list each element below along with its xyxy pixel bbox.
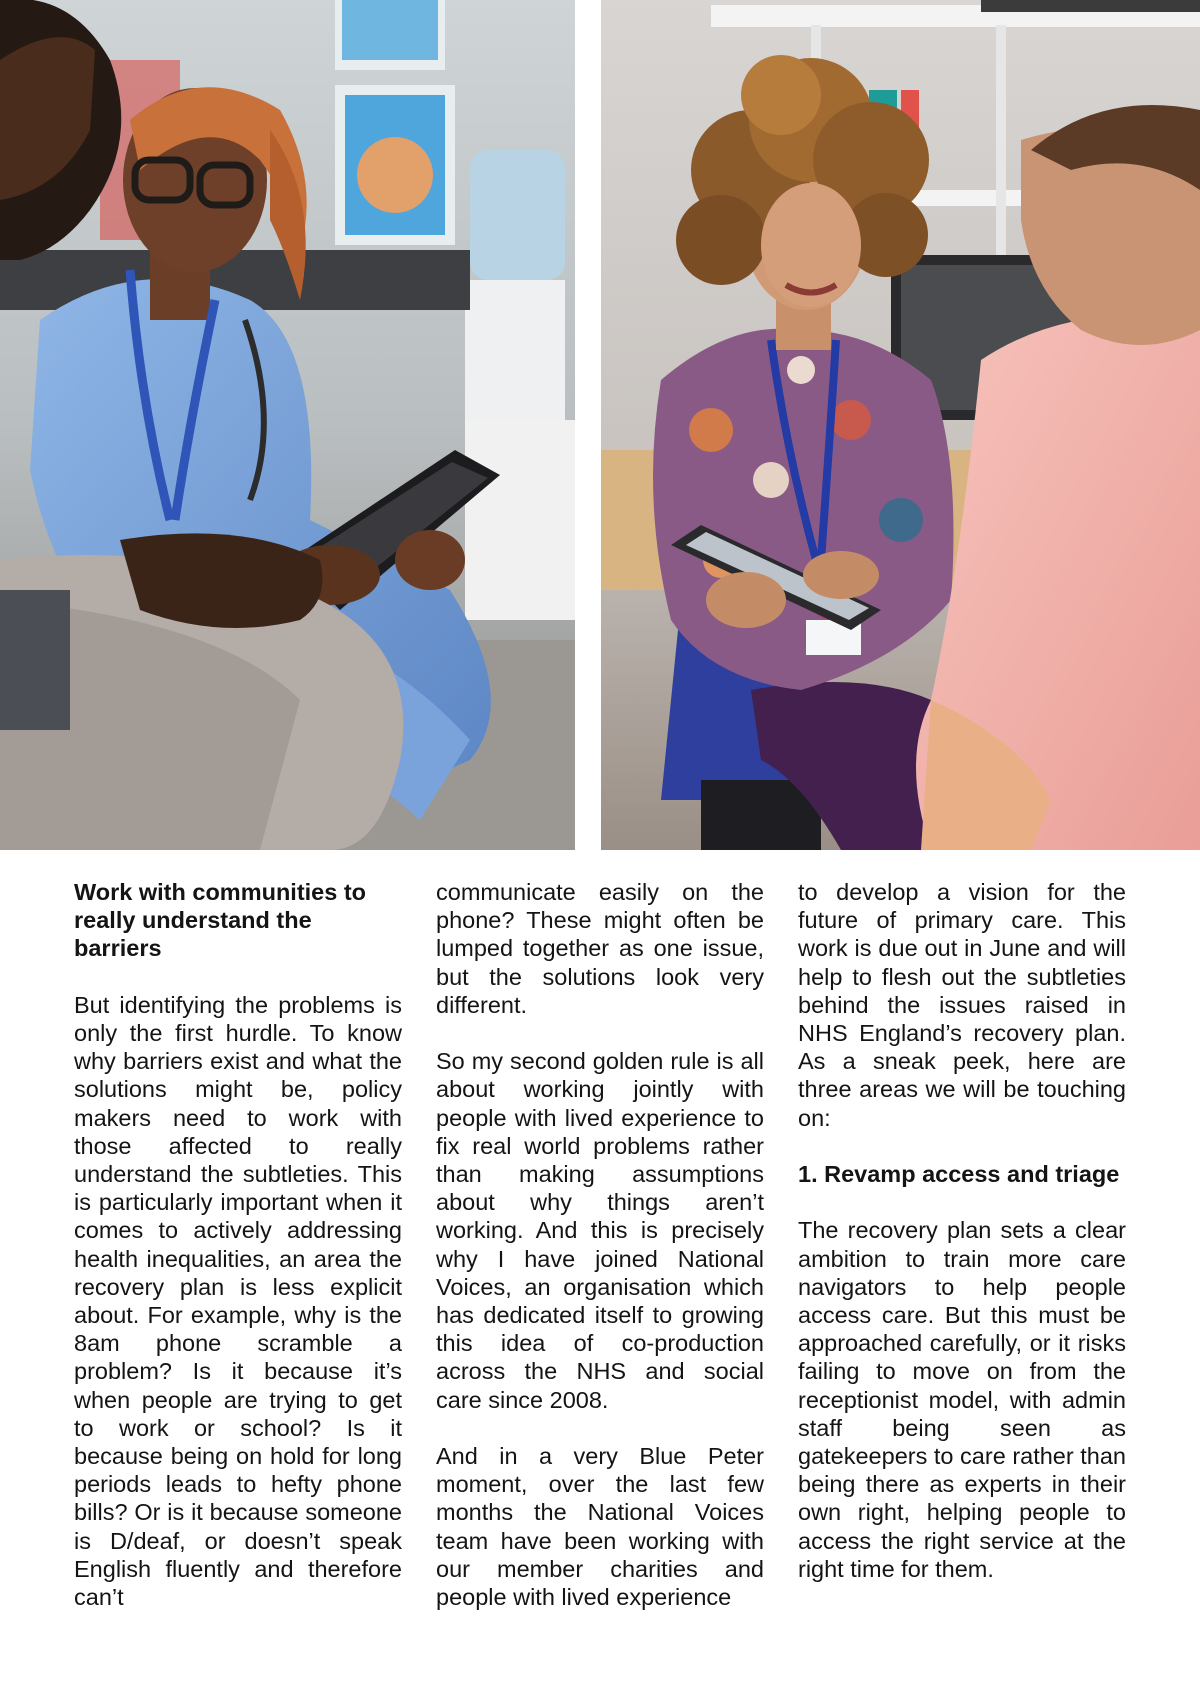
section-heading-barriers: Work with communities to really understand the barriers (74, 879, 367, 962)
paragraph-blue-peter-moment-continued: to develop a vision for the future of primary care. This work is due out in June and will help to flesh out the subtleties behind the issues raised in NHS England’s recovery plan. As a sneak peek, here are three areas we will be touching on: (798, 879, 1126, 1131)
photo-woman-showing-tablet (601, 0, 1200, 850)
paragraph-recovery-plan-ambition: The recovery plan sets a clear ambition to train more care navigators to help people access care. But this must be approached carefully, or it risks failing to move on from the receptionist model, with admin staff being seen as gatekeepers to care rather than being there as experts in their own right, helping people to access the right service at the right time for them. (798, 1217, 1126, 1582)
photo-consultation-illustration (601, 0, 1200, 850)
photo-clinician-with-tablet (0, 0, 575, 850)
paragraph-second-golden-rule: So my second golden rule is all about working jointly with people with lived experience to fix real world problems rather than making assumptions about why things aren’t working. And this is precisely why I have joined National Voices, an organisation which has dedicated itself to growing this idea of co-production across the NHS and social care since 2008. (436, 1048, 764, 1413)
paragraph-blue-peter-moment: And in a very Blue Peter moment, over the last few months the National Voices team have been working with our member charities and people with lived experience (436, 1443, 764, 1611)
column-2 (436, 878, 764, 1639)
section-heading-revamp-access: 1. Revamp access and triage (798, 1161, 1120, 1188)
paragraph-identifying-problems: But identifying the problems is only the first hurdle. To know why barriers exist and what the solutions might be, policy makers need to work with those affected to really understand the subtleties. This is particularly important when it comes to actively addressing health inequalities, an area the recovery plan is less explicit about. For example, why is the 8am phone scramble a problem? Is it because it’s when people are trying to get to work or school? Is it because being on hold for long periods leads to hefty phone bills? Or is it because someone is D/deaf, or doesn’t speak English fluently and therefore can’t (74, 991, 402, 1611)
column-3 (798, 878, 1126, 1611)
photo-clinician-illustration (0, 0, 575, 850)
article-body (74, 878, 1126, 1678)
paragraph-identifying-problems-continued: communicate easily on the phone? These might often be lumped together as one issue, but the solutions look very different. (436, 879, 764, 1018)
column-1 (74, 878, 402, 1639)
